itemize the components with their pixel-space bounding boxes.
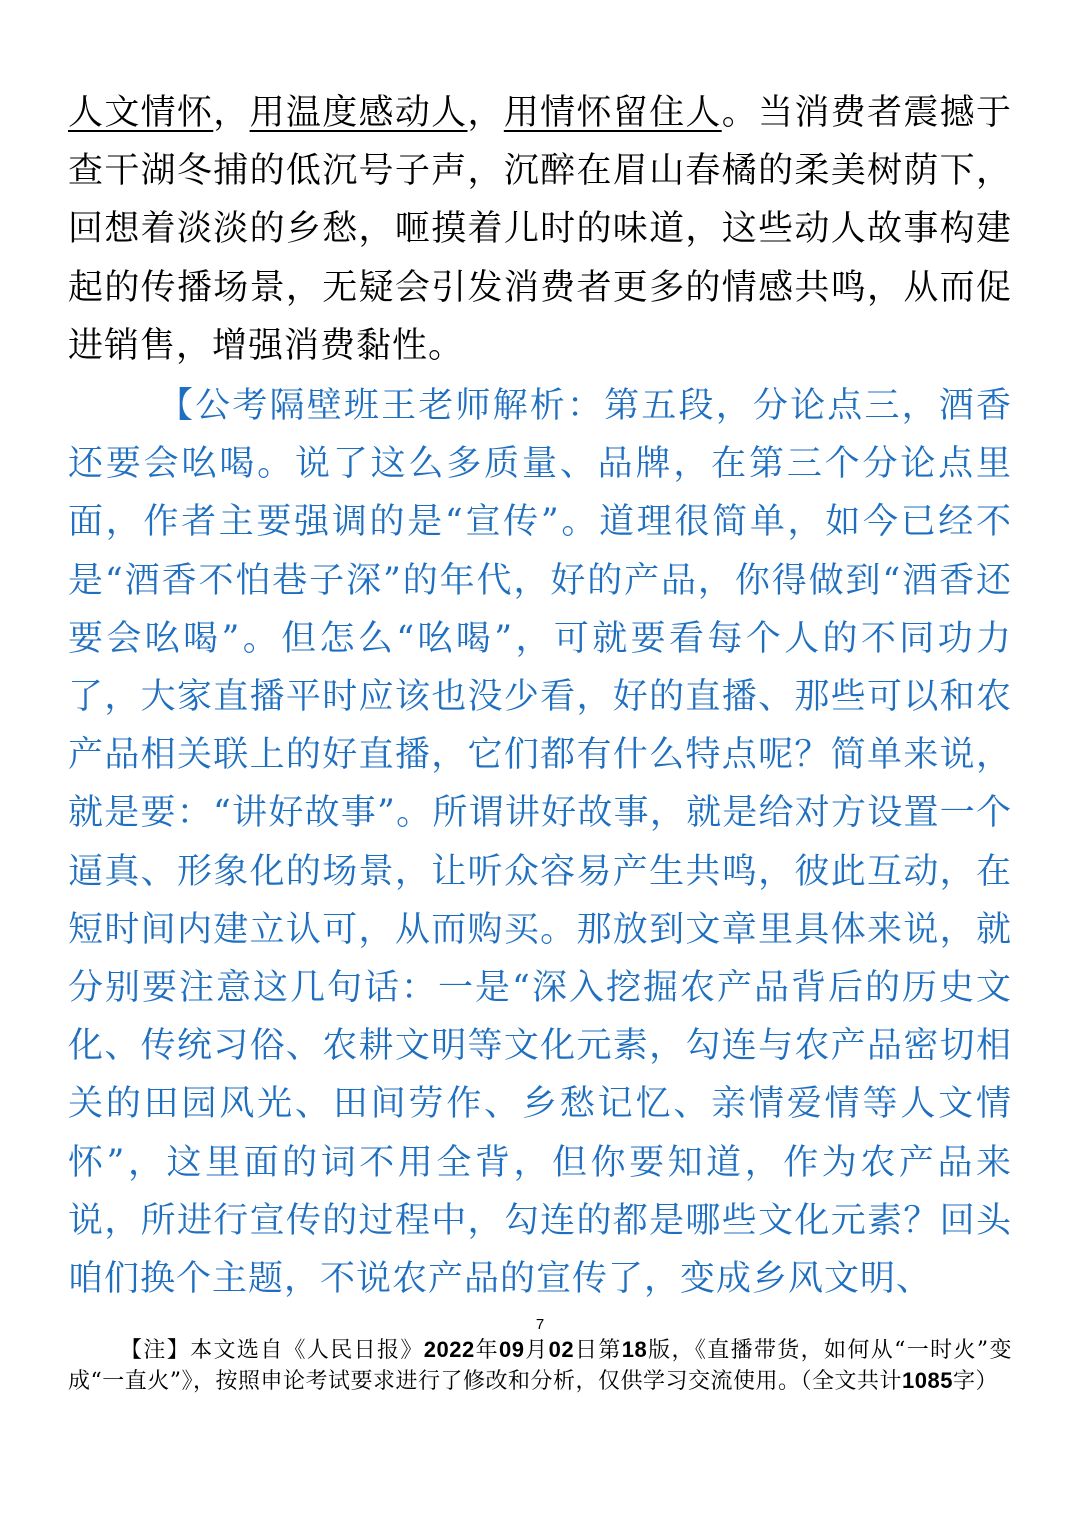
teacher-analysis: 【公考隔壁班王老师解析：第五段，分论点三，酒香还要会吆喝。说了这么多质量、品牌，在第三个分论点里面，作者主要强调的是“宣传”。道理很简单，如今已经不是“酒香不怕巷子深”的年代，好的产品，你得做到“酒香还要会吆喝”。但怎么“吆喝”，可就要看每个人的不同功力了，大家直播平时应该也没少看，好的直播、那些可以和农产品相关联上的好直播，它们都有什么特点呢？简单来说，就是要：“讲好故事”。所谓讲好故事，就是给对方设置一个逼真、形象化的场景，让听众容易产生共鸣，彼此互动，在短时间内建立认可，从而购买。那放到文章里具体来说，就分别要注意这几句话：一是“深入挖掘农产品背后的历史文化、传统习俗、农耕文明等文化元素，勾连与农产品密切相关的田园风光、田间劳作、乡愁记忆、亲情爱情等人文情怀”，这里面的词不用全背，但你要知道，作为农产品来说，所进行宣传的过程中，勾连的都是哪些文化元素？回头咱们换个主题，不说农产品的宣传了，变成乡风文明、 bbox=[68, 386, 1012, 1300]
body-text: 。当消费者震撼于查干湖冬捕的低沉号子声，沉醉在眉山春橘的柔美树荫下，回想着淡淡的乡愁，咂摸着儿时的味道，这些动人故事构建起的传播场景，无疑会引发消费者更多的情感共鸣，从而促进销售，增强消费黏性。 bbox=[68, 93, 1012, 366]
underlined-phrase: 用温度感动人 bbox=[249, 93, 468, 133]
footnote-year: 2022 bbox=[423, 1337, 475, 1362]
footnote-text: 版，《直播带货，如何从“一时火”变成“一直火”》，按照申论考试要求进行了修改和分析，仅供学习交流使用。（全文共计 bbox=[68, 1338, 1012, 1394]
footnote-text: 月 bbox=[524, 1338, 549, 1363]
footnote-edition: 18 bbox=[621, 1337, 648, 1362]
footnote bbox=[68, 1335, 1012, 1397]
punctuation: ， bbox=[213, 93, 250, 133]
underlined-phrase: 人文情怀 bbox=[68, 93, 214, 133]
footnote-text: 日第 bbox=[574, 1338, 622, 1363]
punctuation: ， bbox=[467, 93, 504, 133]
footnote-month: 09 bbox=[498, 1337, 525, 1362]
footnote-text: 字） bbox=[952, 1369, 998, 1394]
footnote-day: 02 bbox=[548, 1337, 575, 1362]
body-paragraph bbox=[68, 84, 1012, 375]
footnote-word-count: 1085 bbox=[902, 1368, 953, 1393]
article-body bbox=[68, 84, 1012, 1308]
page-number: 7 bbox=[535, 1316, 545, 1333]
footnote-text: 年 bbox=[474, 1338, 499, 1363]
footnote-text: 【注】本文选自《人民日报》 bbox=[120, 1338, 424, 1363]
underlined-phrase: 用情怀留住人 bbox=[503, 93, 722, 133]
